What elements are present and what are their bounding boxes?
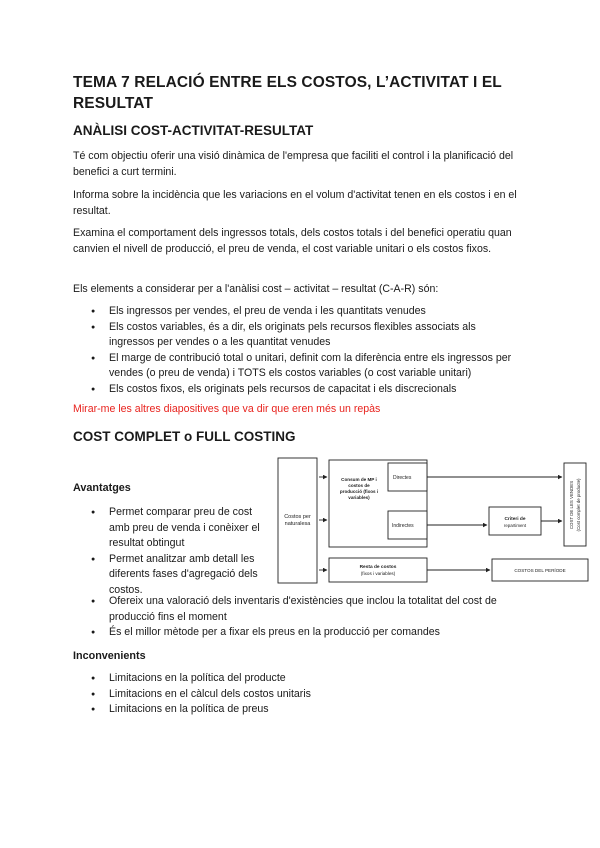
label-consum-3: producció (fixos i xyxy=(339,489,379,494)
section-heading-car: ANÀLISI COST-ACTIVITAT-RESULTAT xyxy=(73,123,314,138)
full-costing-diagram xyxy=(275,455,595,590)
list-item: ● Limitacions en el càlcul dels costos unitaris xyxy=(91,687,521,703)
label-costos-periode: COSTOS DEL PERÍODE xyxy=(514,568,566,573)
label-consum-1: Consum de MP i xyxy=(341,477,377,482)
list-item: ● Els costos variables, és a dir, els originats pels recursos flexibles associats als ingressos per vendes o a les quantitat venudes xyxy=(91,320,521,351)
list-item: ● Permet analitzar amb detall les diferents fases d'agregació dels costos. xyxy=(91,552,271,599)
label-directes: Directes xyxy=(393,475,412,481)
advantages-heading: Avantatges xyxy=(73,482,131,494)
paragraph: Els elements a considerar per a l'anàlisi cost – activitat – resultat (C-A-R) són: xyxy=(73,283,439,295)
label-indirectes: Indirectes xyxy=(392,523,414,529)
label-cost-vendes-1: COST DE LES VENDES xyxy=(569,480,574,530)
label-costos-naturalesa-2: naturalesa xyxy=(284,521,311,527)
list-item: ● Ofereix una valoració dels inventaris d'existències que inclou la totalitat del cost de producció fins el moment xyxy=(91,594,531,625)
red-note: Mirar-me les altres diapositives que va dir que eren més un repàs xyxy=(73,403,381,415)
label-criteri-1: Criteri de xyxy=(504,517,526,522)
paragraph: Informa sobre la incidència que les variacions en el volum d'activitat tenen en els costos i en el resultat. xyxy=(73,189,517,217)
label-cost-vendes-2: (Cost complet de producte) xyxy=(576,478,581,532)
paragraph: Té com objectiu oferir una visió dinàmica de l'empresa que faciliti el control i la planificació del benefici a curt termini. xyxy=(73,150,514,178)
label-consum-2: costos de xyxy=(348,483,370,488)
drawbacks-list xyxy=(91,671,521,718)
label-costos-naturalesa-1: Costos per xyxy=(284,514,311,520)
advantages-list-continued xyxy=(91,594,531,641)
list-item: ● Els ingressos per vendes, el preu de venda i les quantitats venudes xyxy=(91,304,521,320)
page-title: TEMA 7 RELACIÓ ENTRE ELS COSTOS, L’ACTIVITAT I EL RESULTAT xyxy=(73,74,502,112)
list-item: ● Limitacions en la política de preus xyxy=(91,702,521,718)
list-item: ● El marge de contribució total o unitari, definit com la diferència entre els ingressos per vendes (o preu de venda) i TOTS els costos variables (o cost variable unitari) xyxy=(91,351,521,382)
label-resta-1: Resta de costos xyxy=(359,565,397,570)
list-item: ● Limitacions en la política del producte xyxy=(91,671,521,687)
list-item: ● És el millor mètode per a fixar els preus en la producció per comandes xyxy=(91,625,531,641)
car-elements-list xyxy=(91,304,521,397)
box-cost-vendes xyxy=(564,463,586,546)
drawbacks-heading: Inconvenients xyxy=(73,650,146,662)
label-criteri-2: repartiment xyxy=(503,523,527,528)
paragraph: Examina el comportament dels ingressos totals, dels costos totals i del benefici operatiu quan canvien el nivell de producció, el preu de venda, el cost variable unitari o els costos fixos. xyxy=(73,227,512,255)
label-resta-2: (fixos i variables) xyxy=(360,571,396,576)
advantages-list xyxy=(91,505,271,598)
list-item: ● Permet comparar preu de cost amb preu de venda i conèixer el resultat obtingut xyxy=(91,505,271,552)
label-consum-4: variables) xyxy=(348,495,370,500)
list-item: ● Els costos fixos, els originats pels recursos de capacitat i els discrecionals xyxy=(91,382,521,398)
section-heading-full-costing: COST COMPLET o FULL COSTING xyxy=(73,429,296,444)
box-resta xyxy=(329,558,427,582)
